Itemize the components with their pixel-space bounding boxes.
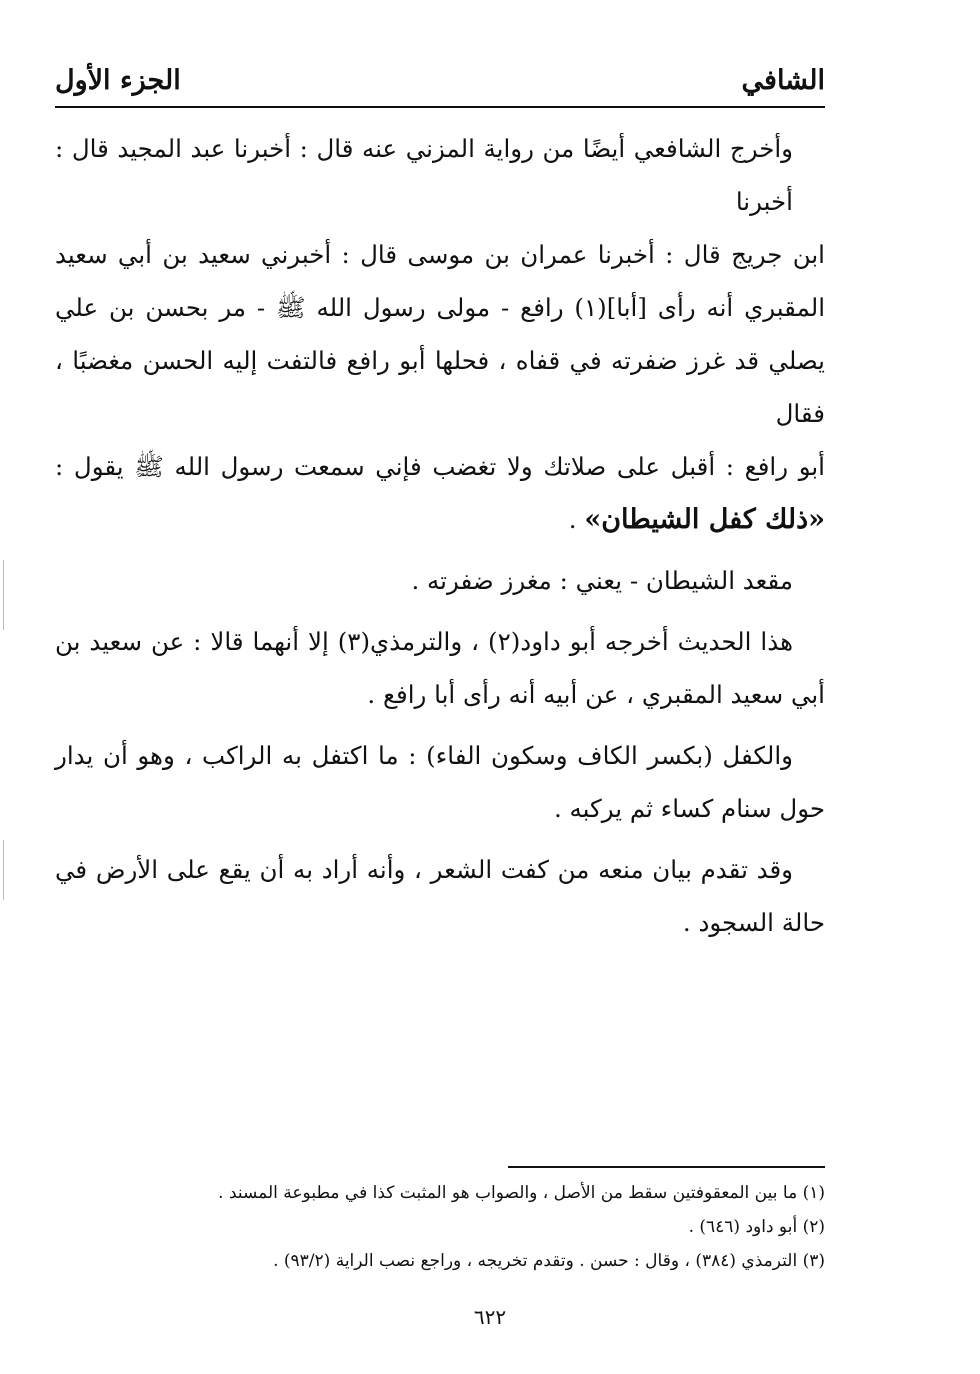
header-volume-title: الجزء الأول [55, 64, 181, 96]
footnotes [55, 1176, 825, 1278]
scan-margin-mark [3, 560, 4, 630]
paragraph-2 [55, 554, 825, 607]
paragraph-4 [55, 729, 825, 835]
text-line: وأخرج الشافعي أيضًا من رواية المزني عنه قال : أخبرنا عبد المجيد قال : أخبرنا [55, 134, 793, 216]
text-line [55, 493, 825, 546]
footnote-rule [508, 1166, 825, 1168]
footnote-2: (٢) أبو داود (٦٤٦) . [688, 1217, 825, 1237]
main-text [55, 122, 825, 957]
scan-margin-mark [3, 840, 4, 900]
paragraph-5 [55, 843, 825, 949]
paragraph-3 [55, 615, 825, 721]
text-line: مقعد الشيطان - يعني : مغرز ضفرته . [411, 566, 793, 595]
text-line: والكفل (بكسر الكاف وسكون الفاء) : ما اكتفل به الراكب ، وهو أن يدار [55, 741, 793, 770]
hadith-quote: «ذلك كفل الشيطان» [584, 504, 825, 535]
footnote-3: (٣) الترمذي (٣٨٤) ، وقال : حسن . وتقدم تخريجه ، وراجع نصب الراية (٩٣/٢) . [273, 1251, 825, 1271]
text-line: المقبري أنه رأى [أبا](١) رافع - مولى رسول الله ﷺ - مر بحسن بن علي [55, 293, 825, 322]
page-number: ٦٢٢ [473, 1305, 507, 1329]
text-line: أبي سعيد المقبري ، عن أبيه أنه رأى أبا رافع . [367, 680, 825, 709]
text-line: يصلي قد غرز ضفرته في قفاه ، فحلها أبو رافع فالتفت إليه الحسن مغضبًا ، فقال [55, 346, 825, 428]
header-book-title: الشافي [741, 64, 825, 96]
text-line: وقد تقدم بيان منعه من كفت الشعر ، وأنه أراد به أن يقع على الأرض في [55, 855, 793, 884]
footnote-1: (١) ما بين المعقوفتين سقط من الأصل ، والصواب هو المثبت كذا في مطبوعة المسند . [218, 1183, 825, 1203]
text-line: ابن جريج قال : أخبرنا عمران بن موسى قال : أخبرني سعيد بن أبي سعيد [55, 240, 825, 269]
quote-tail: . [568, 505, 585, 534]
header-rule [55, 106, 825, 108]
text-line: هذا الحديث أخرجه أبو داود(٢) ، والترمذي(٣) إلا أنهما قالا : عن سعيد بن [55, 627, 793, 656]
text-line: حول سنام كساء ثم يركبه . [553, 794, 825, 823]
running-header [55, 58, 825, 102]
paragraph-1 [55, 122, 825, 546]
text-line: أبو رافع : أقبل على صلاتك ولا تغضب فإني سمعت رسول الله ﷺ يقول : [55, 452, 825, 481]
text-line: حالة السجود . [682, 908, 825, 937]
